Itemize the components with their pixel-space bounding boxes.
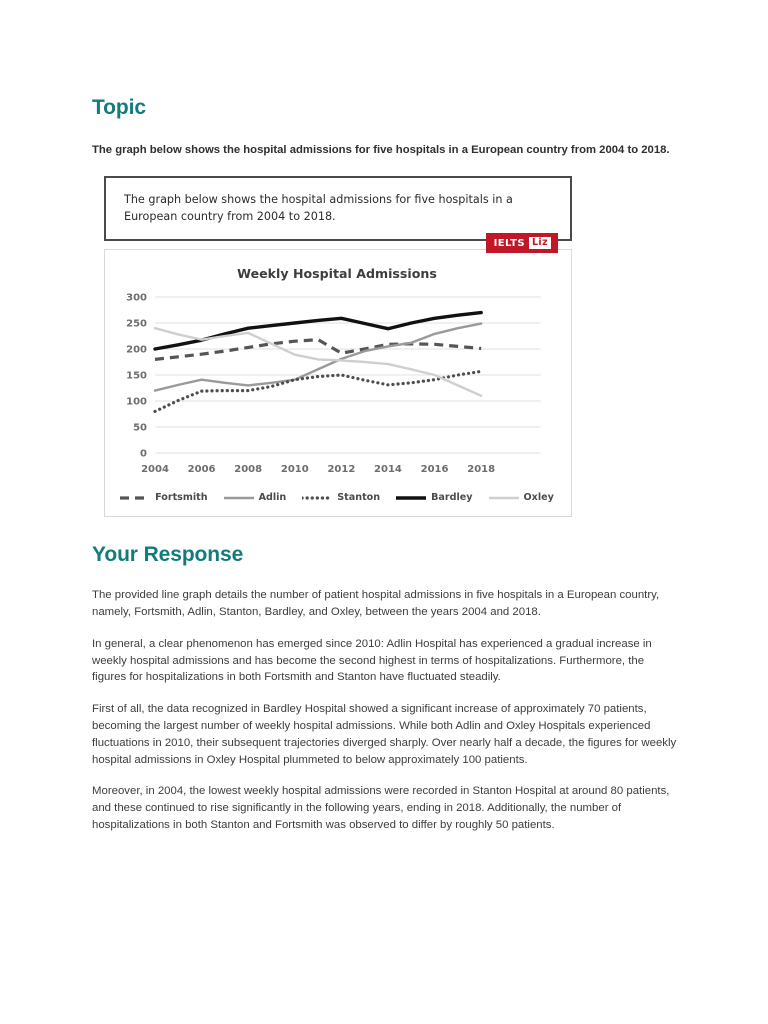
legend-item-bardley <box>396 492 472 503</box>
legend-label: Bardley <box>431 492 473 504</box>
y-axis-tick-label: 250 <box>126 319 147 331</box>
y-axis-tick-label: 100 <box>126 397 147 409</box>
topic-prompt-text: The graph below shows the hospital admissions for five hospitals in a European country from 2004 to 2018. <box>92 144 670 156</box>
x-axis-tick-label: 2014 <box>374 464 402 476</box>
legend-item-oxley <box>489 492 554 503</box>
legend-swatch-icon <box>489 493 519 503</box>
response-body <box>92 587 684 833</box>
chart-legend <box>115 492 559 506</box>
series-line-stanton <box>155 372 481 412</box>
response-paragraph: The provided line graph details the number of patient hospital admissions in five hospitals in a European country, namely, Fortsmith, Adlin, Stanton, Bardley, and Oxley, between the years 2004 and 2018. <box>92 589 660 619</box>
y-axis-tick-label: 150 <box>126 371 147 383</box>
x-axis-tick-label: 2018 <box>467 464 496 476</box>
legend-item-stanton <box>302 492 380 503</box>
x-axis-tick-label: 2006 <box>187 464 216 476</box>
legend-label: Adlin <box>258 492 287 504</box>
x-axis-tick-label: 2004 <box>141 464 169 476</box>
series-line-bardley <box>155 313 481 349</box>
line-chart-svg <box>115 291 559 487</box>
x-axis-tick-label: 2010 <box>280 464 309 476</box>
chart-figure <box>104 176 572 517</box>
brand-name: IELTS <box>493 237 525 249</box>
chart-card <box>104 249 572 517</box>
figure-caption-box <box>104 176 572 241</box>
legend-label: Fortsmith <box>155 492 208 504</box>
chart-title: Weekly Hospital Admissions <box>237 266 437 282</box>
y-axis-tick-label: 0 <box>140 449 147 461</box>
series-line-oxley <box>155 329 481 397</box>
legend-item-fortsmith <box>120 492 207 503</box>
x-axis-tick-label: 2016 <box>420 464 449 476</box>
page-title-topic: Topic <box>92 96 146 119</box>
chart-plot-area <box>115 291 559 487</box>
legend-item-adlin <box>224 492 287 503</box>
legend-label: Oxley <box>523 492 554 504</box>
legend-swatch-icon <box>120 493 150 503</box>
brand-suffix: Liz <box>529 237 551 249</box>
x-axis-tick-label: 2008 <box>234 464 263 476</box>
legend-label: Stanton <box>337 492 381 504</box>
legend-swatch-icon <box>396 493 426 503</box>
y-axis-tick-label: 200 <box>126 345 147 357</box>
y-axis-tick-label: 50 <box>133 423 147 435</box>
series-line-fortsmith <box>155 340 481 360</box>
y-axis-tick-label: 300 <box>126 293 147 305</box>
response-paragraph: In general, a clear phenomenon has emerged since 2010: Adlin Hospital has experienced a gradual increase in weekly hospital admissions and has become the second highest in terms of hospitalizations. Furthermore, the figures for hospitalizations in both Fortsmith and Stanton have fluctuated steadily. <box>92 637 652 684</box>
response-paragraph: First of all, the data recognized in Bardley Hospital showed a significant increase of approximately 70 patients, becoming the largest number of weekly hospital admissions. While both Adlin and Oxley Hospitals experienced fluctuations in 2010, their subsequent trajectories diverged sharply. Over nearly half a decade, the figures for weekly hospital admissions in Oxley Hospital plummeted to below approximately 100 patients. <box>92 703 677 766</box>
response-paragraph: Moreover, in 2004, the lowest weekly hospital admissions were recorded in Stanton Hospital at around 80 patients, and these continued to rise significantly in the following years, ending in 2018. Additionally, the number of hospitalizations in both Stanton and Fortsmith was observed to differ by roughly 50 patients. <box>92 785 670 831</box>
ielts-liz-badge <box>486 233 558 253</box>
x-axis-tick-label: 2012 <box>327 464 356 476</box>
legend-swatch-icon <box>224 493 254 503</box>
legend-swatch-icon <box>302 493 332 503</box>
figure-caption-text: The graph below shows the hospital admissions for five hospitals in a European country from 2004 to 2018. <box>124 193 513 224</box>
page-title-response: Your Response <box>92 543 244 567</box>
